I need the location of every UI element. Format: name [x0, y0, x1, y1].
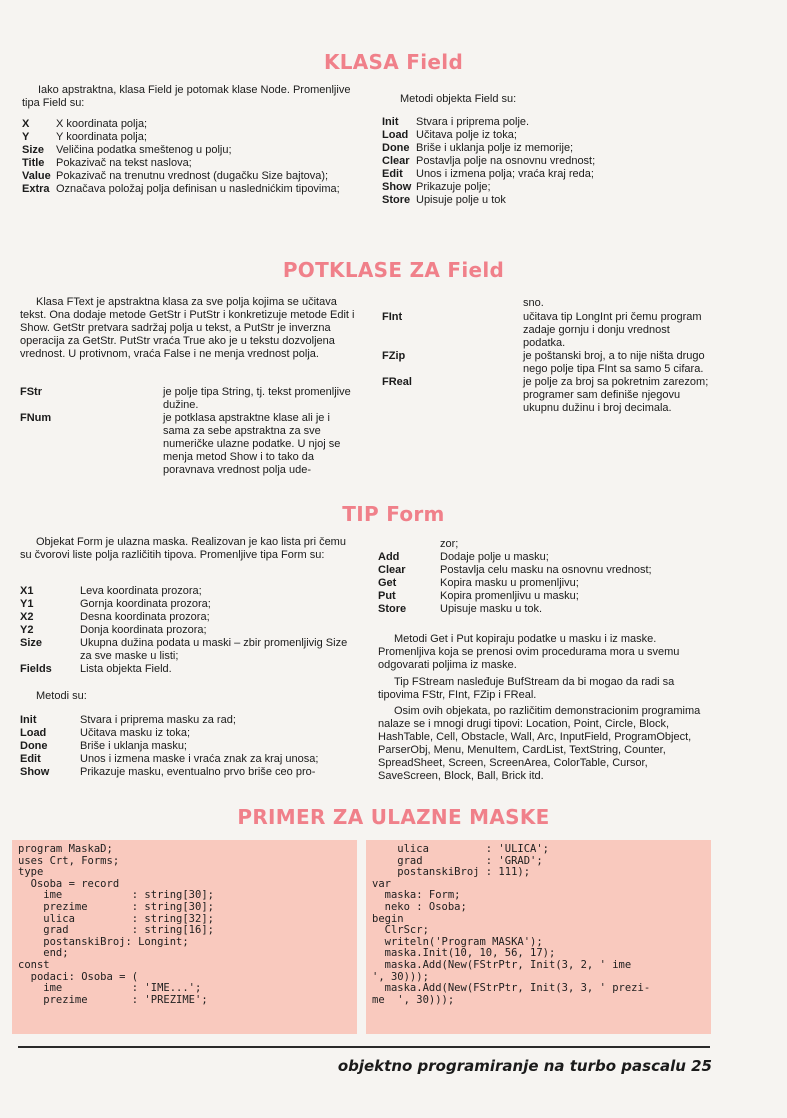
form-methods-list — [20, 714, 355, 779]
definition-text: Veličina podatka smeštenog u polju; — [56, 144, 232, 156]
definition-text: Postavlja celu masku na osnovnu vrednost; — [440, 564, 652, 576]
definition-text: Učitava masku iz toka; — [80, 727, 191, 739]
form-paragraph-3: Osim ovih objekata, po različitim demonstracionim programima nalaze se i mnogi drugi tipovi: Location, Point, Circle, Block, HashTable, Cell, Obstacle, Wall, Arc, InputField, ProgramObject, ParserObj, Menu, MenuItem, CardList, TextString, Counter, SpreadSheet, Screen, ScreenArea, ColorTable, Cursor, SaveScreen, Block, Ball, Brick itd. — [378, 705, 701, 782]
definition-row — [382, 181, 702, 194]
definition-text: Leva koordinata prozora; — [80, 585, 202, 597]
definition-row — [22, 183, 357, 196]
definition-text: Pokazivač na tekst naslova; — [56, 157, 192, 169]
definition-term: Show — [382, 181, 412, 193]
definition-term: Size — [20, 637, 43, 649]
definition-term: Done — [382, 142, 410, 154]
heading-potklase-za-field: POTKLASE ZA Field — [282, 258, 505, 282]
definition-row — [382, 376, 712, 415]
definition-row — [20, 663, 355, 676]
definition-term: FNum — [20, 412, 52, 424]
definition-row — [20, 611, 355, 624]
definition-row — [22, 144, 357, 157]
definition-text: Unos i izmena maske i vraća znak za kraj unosa; — [80, 753, 319, 765]
definition-text: Lista objekta Field. — [80, 663, 172, 675]
definition-term: Done — [20, 740, 48, 752]
definition-term: Load — [382, 129, 409, 141]
potklase-left-list — [20, 386, 355, 477]
definition-term: Store — [382, 194, 411, 206]
field-methods-list — [382, 116, 702, 207]
definition-row — [22, 131, 357, 144]
heading-tip-form: TIP Form — [342, 502, 445, 526]
heading-klasa-field: KLASA Field — [323, 50, 464, 74]
definition-row — [378, 603, 713, 616]
definition-term: X2 — [20, 611, 34, 623]
field-variable-list — [22, 118, 357, 196]
potklase-intro: Klasa FText je apstraktna klasa za sve polja kojima se učitava tekst. Ona dodaje metode GetStr i PutStr i konkretizuje metode Edit i Show. GetStr pretvara sadržaj polja u tekst, a PutStr je inverzna operacija za GetStr. PutStr vraća True ako je u tekstu dozvoljena vrednost. U protivnom, vraća False i ne menja vrednost polja. — [20, 296, 355, 360]
definition-row — [378, 577, 713, 590]
definition-row — [20, 714, 355, 727]
definition-term: Init — [20, 714, 37, 726]
definition-text: Upisuje masku u tok. — [440, 603, 543, 615]
definition-term: FZip — [382, 350, 406, 362]
definition-term: Edit — [382, 168, 403, 180]
definition-term: Add — [378, 551, 400, 563]
definition-text: je polje za broj sa pokretnim zarezom; programer sam definiše njegovu ukupnu dužinu i broj decimala. — [523, 376, 709, 414]
definition-text: Gornja koordinata prozora; — [80, 598, 211, 610]
definition-term: Y2 — [20, 624, 34, 636]
definition-term: Value — [22, 170, 51, 182]
definition-term: Fields — [20, 663, 52, 675]
definition-row — [378, 590, 713, 603]
definition-term: Init — [382, 116, 399, 128]
definition-row — [382, 311, 712, 350]
definition-term: FStr — [20, 386, 42, 398]
definition-term: Show — [20, 766, 50, 778]
form-right-cont: zor; — [440, 538, 459, 550]
definition-text: Upisuje polje u tok — [416, 194, 506, 206]
heading-primer-za-ulazne-maske: PRIMER ZA ULAZNE MASKE — [237, 805, 550, 829]
definition-row — [382, 168, 702, 181]
definition-term: Y1 — [20, 598, 34, 610]
definition-term: X1 — [20, 585, 34, 597]
definition-row — [382, 116, 702, 129]
definition-row — [20, 598, 355, 611]
definition-term: Clear — [382, 155, 410, 167]
definition-row — [382, 194, 702, 207]
definition-text: Unos i izmena polja; vraća kraj reda; — [416, 168, 594, 180]
definition-text: učitava tip LongInt pri čemu program zadaje gornju i donju vrednost podatka. — [523, 311, 702, 349]
definition-term: Load — [20, 727, 47, 739]
potklase-right-list — [382, 311, 712, 415]
definition-text: Y koordinata polja; — [56, 131, 147, 143]
definition-row — [382, 142, 702, 155]
definition-text: Označava položaj polja definisan u naslednićkim tipovima; — [56, 183, 340, 195]
definition-text: Kopira masku u promenljivu; — [440, 577, 579, 589]
page-footer: objektno programiranje na turbo pascalu 25 — [337, 1057, 712, 1075]
definition-term: Size — [22, 144, 45, 156]
definition-term: Title — [22, 157, 45, 169]
form-right-methods — [378, 551, 713, 616]
definition-text: Učitava polje iz toka; — [416, 129, 517, 141]
form-variable-list — [20, 585, 355, 676]
definition-row — [20, 624, 355, 637]
definition-row — [20, 585, 355, 598]
definition-text: je polje tipa String, tj. tekst promenljive dužine. — [163, 386, 351, 411]
definition-row — [378, 551, 713, 564]
definition-text: Ukupna dužina podata u maski – zbir promenljivig Size za sve maske u listi; — [80, 637, 348, 662]
definition-row — [20, 727, 355, 740]
definition-text: Prikazuje polje; — [416, 181, 491, 193]
form-paragraph-1: Metodi Get i Put kopiraju podatke u masku i iz maske. Promenljiva koja se prenosi ovim procedurama mora u svemu odgovarati poljima iz maske. — [378, 633, 680, 671]
definition-text: Briše i uklanja masku; — [80, 740, 187, 752]
definition-term: FInt — [382, 311, 403, 323]
definition-row — [382, 155, 702, 168]
definition-row — [378, 564, 713, 577]
definition-text: Stvara i priprema polje. — [416, 116, 530, 128]
definition-term: X — [22, 118, 30, 130]
form-paragraph-2: Tip FStream nasleđuje BufStream da bi mogao da radi sa tipovima FStr, FInt, FZip i FReal. — [378, 676, 675, 701]
definition-text: Stvara i priprema masku za rad; — [80, 714, 236, 726]
klasa-field-intro: Iako apstraktna, klasa Field je potomak klase Node. Promenljive tipa Field su: — [22, 84, 351, 109]
definition-term: Clear — [378, 564, 406, 576]
definition-text: je potklasa apstraktne klase ali je i sama za sebe apstraktna za sve numeričke ulazne podatke. U njoj se menja metod Show i to tako da poravnava vrednost polja ude- — [163, 412, 341, 476]
definition-text: Kopira promenljivu u masku; — [440, 590, 579, 602]
definition-row — [382, 129, 702, 142]
definition-row — [20, 753, 355, 766]
definition-term: Put — [378, 590, 396, 602]
definition-term: Edit — [20, 753, 41, 765]
definition-row — [22, 157, 357, 170]
definition-row — [382, 350, 712, 376]
code-listing-left: program MaskaD; uses Crt, Forms; type Osoba = record ime : string[30]; prezime : string[30]; ulica : string[32]; grad : string[16]; postanskiBroj: Longint; end; const podaci: Osoba = ( ime : 'IME...'; prezime : 'PREZIME'; — [12, 840, 357, 1034]
definition-row — [20, 766, 355, 779]
form-methods-title: Metodi su: — [36, 690, 87, 702]
definition-term: Y — [22, 131, 30, 143]
definition-text: X koordinata polja; — [56, 118, 148, 130]
definition-term: Store — [378, 603, 407, 615]
definition-row — [20, 740, 355, 753]
definition-text: je poštanski broj, a to nije ništa drugo nego polje tipa FInt sa samo 5 cifara. — [523, 350, 705, 375]
definition-row — [20, 637, 355, 663]
definition-row — [22, 170, 357, 183]
definition-text: Dodaje polje u masku; — [440, 551, 549, 563]
definition-row — [20, 386, 355, 412]
footer-rule — [18, 1046, 710, 1048]
form-intro: Objekat Form je ulazna maska. Realizovan je kao lista pri čemu su čvorovi liste polja različitih tipova. Promenljive tipa Form su: — [20, 536, 346, 561]
definition-row — [22, 118, 357, 131]
field-methods-title: Metodi objekta Field su: — [400, 93, 517, 105]
definition-text: Pokazivač na trenutnu vrednost (dugačku Size bajtova); — [56, 170, 329, 182]
potklase-right-cont: sno. — [523, 297, 544, 309]
definition-text: Briše i uklanja polje iz memorije; — [416, 142, 574, 154]
definition-row — [20, 412, 355, 477]
definition-text: Donja koordinata prozora; — [80, 624, 207, 636]
definition-text: Postavlja polje na osnovnu vrednost; — [416, 155, 596, 167]
definition-term: Extra — [22, 183, 50, 195]
definition-text: Desna koordinata prozora; — [80, 611, 210, 623]
definition-term: FReal — [382, 376, 412, 388]
definition-text: Prikazuje masku, eventualno prvo briše ceo pro- — [80, 766, 316, 778]
code-listing-right: ulica : 'ULICA'; grad : 'GRAD'; postanskiBroj : 111); var maska: Form; neko : Osoba; begin ClrScr; writeln('Program MASKA'); maska.Init(10, 10, 56, 17); maska.Add(New(FStrPtr, Init(3, 2, ' ime ', 30))); maska.Add(New(FStrPtr, Init(3, 3, ' prezi- me ', 30))); — [366, 840, 711, 1034]
definition-term: Get — [378, 577, 397, 589]
